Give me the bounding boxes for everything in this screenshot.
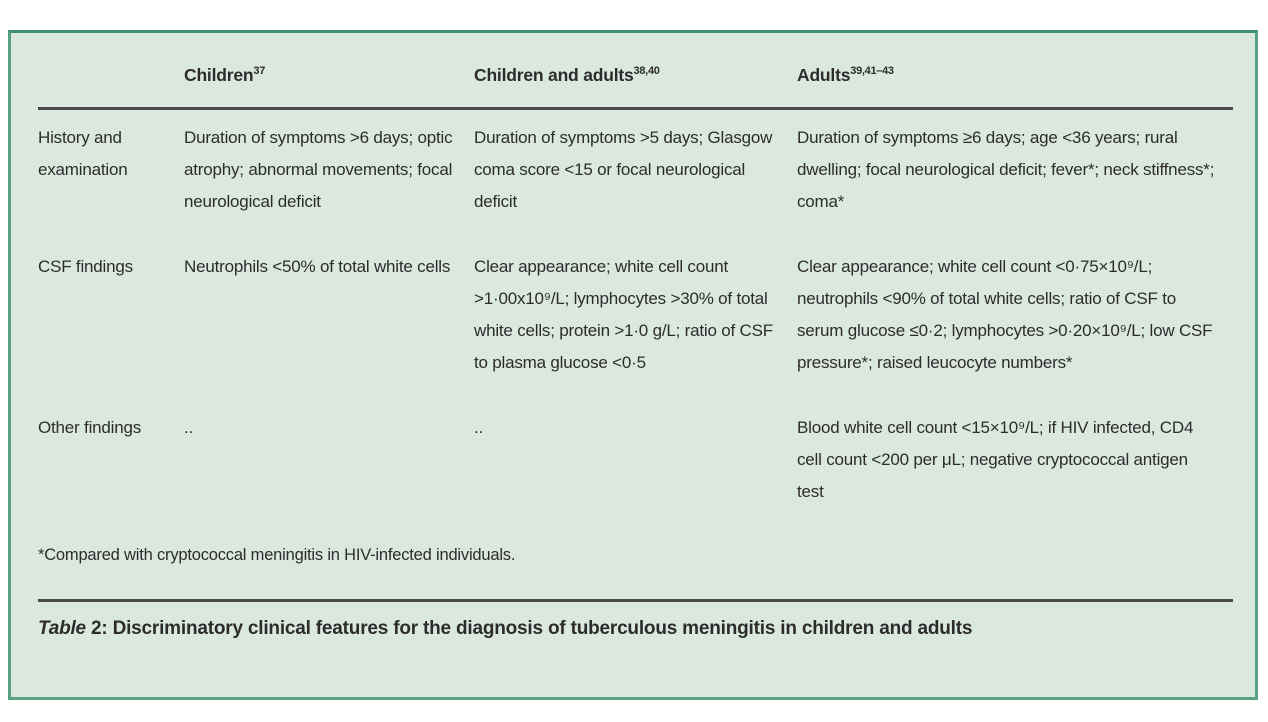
header-rule (38, 107, 1233, 110)
table-body (38, 122, 1233, 508)
cell-csf-children: Neutrophils <50% of total white cells (184, 257, 451, 276)
column-header-adults (797, 59, 1233, 91)
caption-rule (38, 599, 1233, 602)
cell-csf-children-and-adults: Clear appearance; white cell count >1·00x10⁹/L; lymphocytes >30% of total white cells; protein >1·0 g/L; ratio of CSF to plasma glucose <0·5 (474, 257, 773, 372)
row-label: History and examination (38, 128, 128, 179)
table-row-other-findings (38, 412, 1233, 508)
reference-superscript: 37 (253, 65, 266, 78)
cell-history-adults: Duration of symptoms ≥6 days; age <36 years; rural dwelling; focal neurological deficit; fever*; neck stiffness*; coma* (797, 128, 1215, 211)
column-header-label: Children and adults (474, 65, 634, 85)
reference-superscript: 38,40 (633, 65, 660, 78)
table-content (11, 33, 1255, 640)
cell-other-children: .. (184, 418, 194, 437)
caption-table-word: Table (38, 618, 86, 639)
table-row-csf-findings (38, 251, 1233, 379)
table-figure (8, 30, 1258, 700)
table-row-history-and-examination (38, 122, 1233, 218)
column-header-children (184, 59, 474, 91)
table-footnote: *Compared with cryptococcal meningitis in HIV-infected individuals. (38, 546, 516, 564)
column-header-row (38, 33, 1233, 107)
cell-other-children-and-adults: .. (474, 418, 484, 437)
column-header-children-and-adults (474, 59, 797, 91)
column-header-empty (38, 59, 184, 91)
column-header-label: Children (184, 65, 254, 85)
cell-history-children: Duration of symptoms >6 days; optic atrophy; abnormal movements; focal neurological deficit (184, 128, 453, 211)
row-label: Other findings (38, 418, 142, 437)
table-caption (38, 618, 1233, 640)
caption-table-number: 2: (85, 618, 108, 639)
cell-csf-adults: Clear appearance; white cell count <0·75×10⁹/L; neutrophils <90% of total white cells; ratio of CSF to serum glucose ≤0·2; lymphocytes >0·20×10⁹/L; low CSF pressure*; raised leucocyte numbers* (797, 257, 1213, 372)
row-label: CSF findings (38, 257, 133, 276)
column-header-label: Adults (797, 65, 851, 85)
reference-superscript: 39,41–43 (850, 65, 894, 78)
cell-history-children-and-adults: Duration of symptoms >5 days; Glasgow coma score <15 or focal neurological deficit (474, 128, 773, 211)
caption-title-text: Discriminatory clinical features for the diagnosis of tuberculous meningitis in children and adults (107, 618, 973, 639)
cell-other-adults: Blood white cell count <15×10⁹/L; if HIV infected, CD4 cell count <200 per μL; negative cryptococcal antigen test (797, 418, 1194, 501)
